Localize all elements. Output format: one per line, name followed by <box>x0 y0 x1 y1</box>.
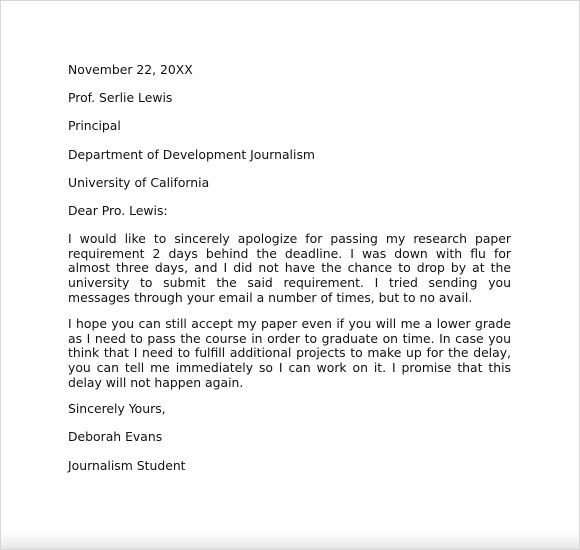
salutation: Dear Pro. Lewis: <box>68 202 168 218</box>
signature-title: Journalism Student <box>68 457 186 473</box>
letter-body <box>68 63 511 487</box>
body-paragraph-2: I hope you can still accept my paper even if you will me a lower grade as I need to pass the course in order to graduate on time. In case you think that I need to fulfill additional projects to make up for the delay, you can tell me immediately so I can work on it. I promise that this delay will not happen again. <box>68 316 511 390</box>
recipient-department: Department of Development Journalism <box>68 146 315 162</box>
closing: Sincerely Yours, <box>68 401 166 417</box>
signature-name: Deborah Evans <box>68 429 163 445</box>
recipient-title: Principal <box>68 118 121 134</box>
body-paragraph-1: I would like to sincerely apologize for passing my research paper requirement 2 days behind the deadline. I was down with flu for almost three days, and I did not have the chance to drop by at the university to submit the said requirement. I tried sending you messages through your email a number of times, but to no avail. <box>68 231 511 305</box>
page-bottom-shadow <box>1 535 579 549</box>
recipient-name: Prof. Serlie Lewis <box>68 90 173 106</box>
recipient-institution: University of California <box>68 174 210 190</box>
letter-date: November 22, 20XX <box>68 62 193 77</box>
